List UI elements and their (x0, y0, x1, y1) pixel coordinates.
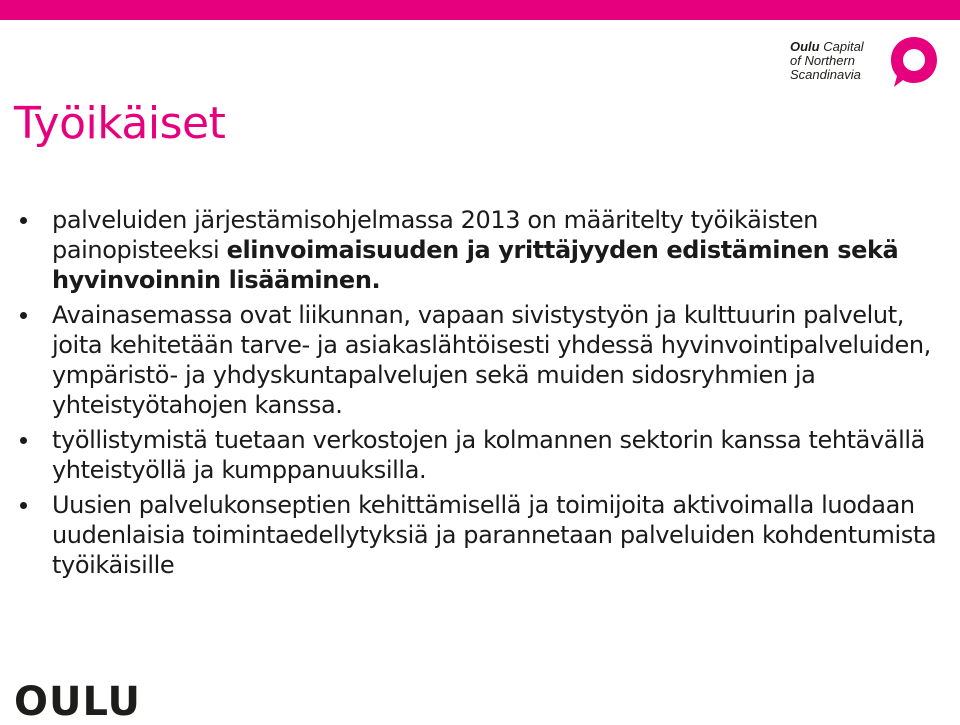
brand-line1-bold: Oulu (790, 39, 820, 54)
bullet-dot (20, 217, 27, 224)
bullet-item-3 (20, 425, 940, 485)
bullet-3-text: työllistymistä tuetaan verkostojen ja kolmannen sektorin kanssa tehtävällä yhteistyöllä ja kumppanuuksilla. (52, 426, 925, 484)
bullet-item-1 (20, 205, 940, 295)
bullet-1-text: palveluiden järjestämisohjelmassa 2013 on määritelty työikäisten painopisteeksi (52, 206, 818, 264)
bullet-item-2 (20, 300, 940, 420)
brand-logo (790, 34, 950, 94)
brand-tagline (790, 40, 886, 82)
bullet-dot (20, 502, 27, 509)
bullet-list (20, 205, 940, 580)
slide-title: Työikäiset (14, 98, 226, 149)
top-accent-bar (0, 0, 960, 20)
brand-line2: of Northern (790, 53, 856, 68)
speech-bubble-ring-icon (888, 34, 940, 90)
bullet-1-bold-text: elinvoimaisuuden ja yrittäjyyden edistäminen sekä hyvinvoinnin lisääminen. (52, 236, 899, 294)
brand-line3: Scandinavia (790, 67, 861, 82)
bullet-dot (20, 437, 27, 444)
bullet-4-text: Uusien palvelukonseptien kehittämisellä ja toimijoita aktivoimalla luodaan uudenlaisia toimintaedellytyksiä ja parannetaan palveluiden kohdentumista työikäisille (52, 491, 937, 579)
bullet-item-4 (20, 490, 940, 580)
brand-line1-rest: Capital (819, 39, 864, 54)
bullet-2-text: Avainasemassa ovat liikunnan, vapaan sivistystyön ja kulttuurin palvelut, joita kehitetään tarve- ja asiakaslähtöisesti yhdessä hyvinvointipalveluiden, ympäristö- ja yhdyskuntapalvelujen sekä muiden sidosryhmien ja yhteistyötahojen kanssa. (52, 301, 931, 419)
bullet-dot (20, 312, 27, 319)
footer-oulu-logo: OULU (14, 679, 142, 725)
